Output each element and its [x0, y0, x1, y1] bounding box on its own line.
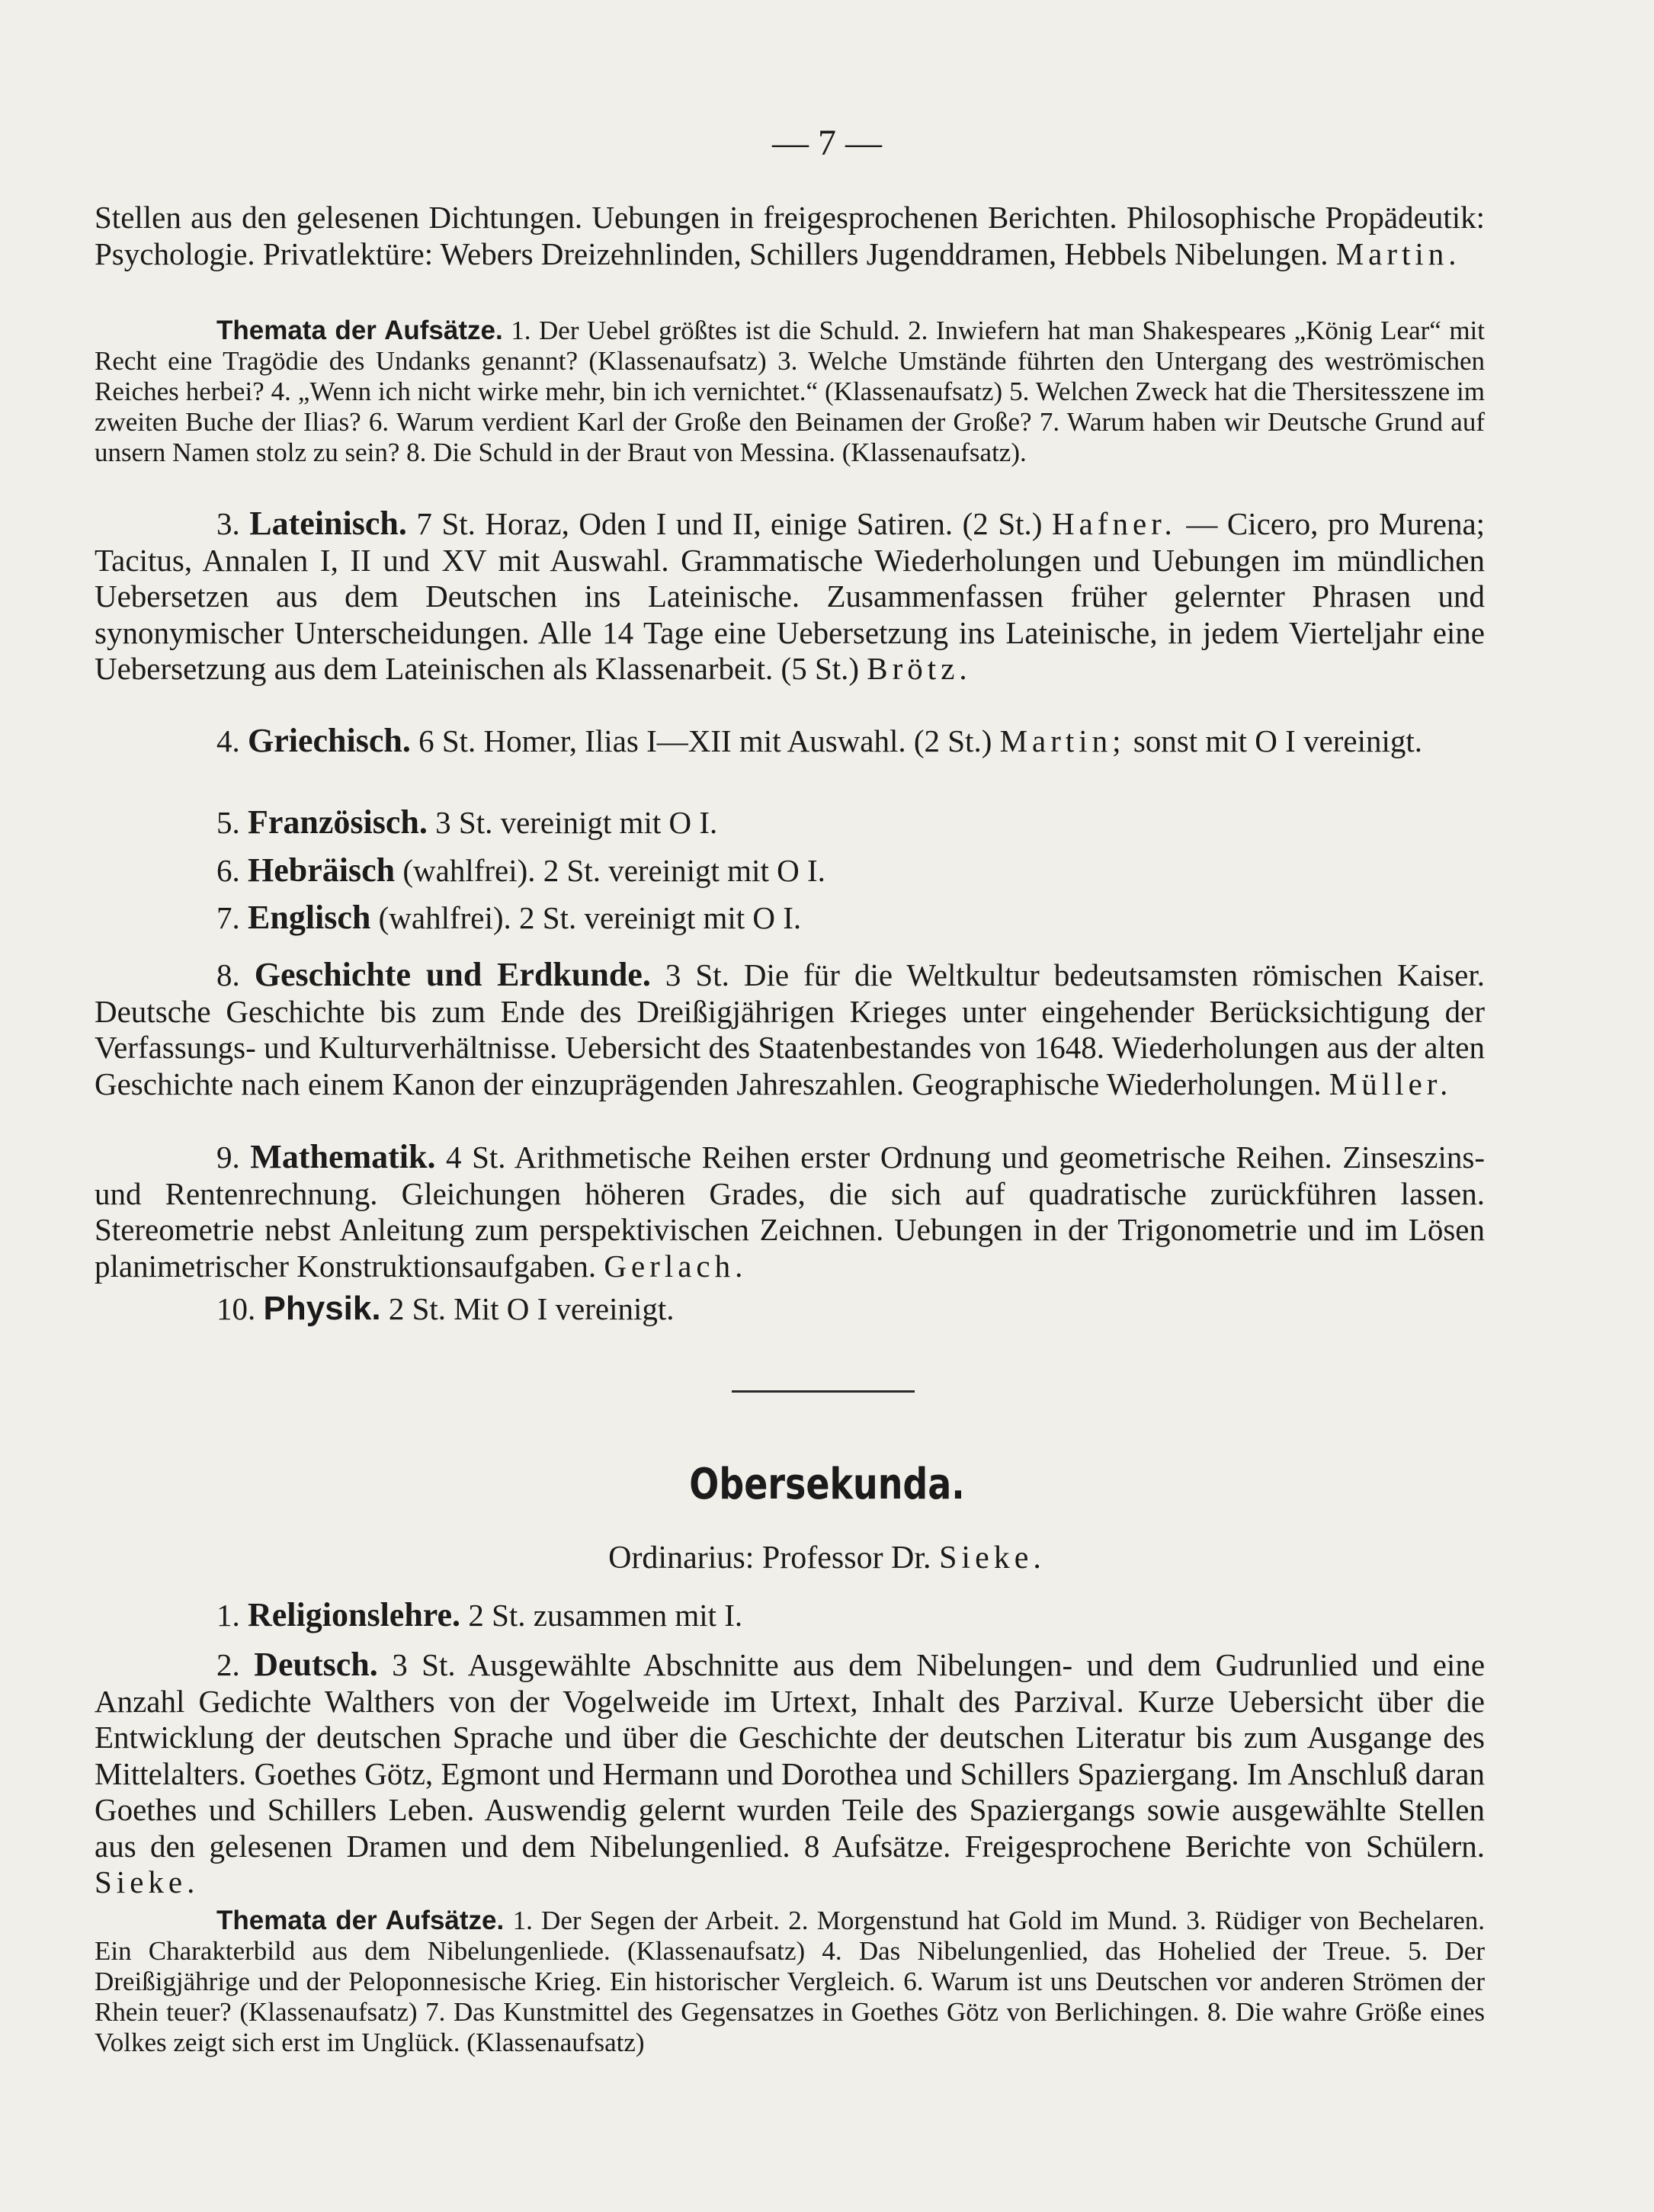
ordinarius-line — [0, 1540, 1654, 1576]
religion-num: 1. — [216, 1598, 240, 1633]
deutsch-title: Deutsch. — [254, 1646, 378, 1683]
section-deutsch — [95, 1646, 1485, 1901]
griechisch-text-1: 6 St. Homer, Ilias I—XII mit Auswahl. (2 St.) — [418, 723, 992, 758]
mathe-teacher: Gerlach. — [604, 1248, 748, 1284]
section-franzoesisch — [95, 804, 1485, 842]
religion-text: 2 St. zusammen mit I. — [468, 1598, 743, 1633]
themata-label-1: Themata der Aufsätze. — [216, 316, 503, 345]
section-hebraeisch — [95, 852, 1485, 890]
section-physik — [95, 1290, 1485, 1328]
physik-title: Physik. — [263, 1290, 381, 1327]
section-griechisch — [95, 723, 1485, 760]
section-lateinisch — [95, 505, 1485, 688]
deutsch-num: 2. — [216, 1647, 240, 1682]
latein-num: 3. — [216, 506, 240, 541]
section-religion — [95, 1597, 1485, 1634]
engl-title: Englisch — [248, 899, 371, 936]
intro-paragraph — [95, 200, 1485, 272]
themata-text-2: 1. Der Segen der Arbeit. 2. Morgenstund hat Gold im Mund. 3. Rüdiger von Bechelaren. Ein Charakterbild aus dem Nibelungenliede. (Klassenaufsatz) 4. Das Nibelungenlied, das Hohelied der Treue. 5. Der Dreißigjährige und der Peloponnesische Krieg. Ein historischer Vergleich. 6. Warum ist uns Deutschen vor anderen Strömen der Rhein teuer? (Klassenaufsatz) 7. Das Kunstmittel des Gegensatzes in Goethes Götz von Berlichingen. 8. Die wahre Größe eines Volkes zeigt sich erst im Unglück. (Klassenaufsatz) — [95, 1906, 1486, 2057]
hebr-text: (wahlfrei). 2 St. vereinigt mit O I. — [402, 853, 825, 888]
mathe-num: 9. — [216, 1140, 240, 1175]
ordinarius-name: Sieke. — [939, 1540, 1046, 1576]
griechisch-num: 4. — [216, 723, 240, 758]
themata-text-1: 1. Der Uebel größtes ist die Schuld. 2. Inwiefern hat man Shakespeares „König Lear“ mit Recht eine Tragödie des Undanks genannt? (Klassenaufsatz) 3. Welche Umstände führten den Untergang des weströmischen Reiches herbei? 4. „Wenn ich nicht wirke mehr, bin ich vernichtet.“ (Klassenaufsatz) 5. Welchen Zweck hat die Thersitesszene im zweiten Buche der Ilias? 6. Warum verdient Karl der Große den Beinamen der Große? 7. Warum haben wir Deutsche Grund auf unsern Namen stolz zu sein? 8. Die Schuld in der Braut von Messina. (Klassenaufsatz). — [95, 316, 1486, 467]
physik-num: 10. — [216, 1291, 256, 1326]
hebr-title: Hebräisch — [248, 851, 396, 889]
gesch-num: 8. — [216, 957, 240, 992]
ordinarius-label: Ordinarius: Professor Dr. — [608, 1540, 931, 1576]
engl-num: 7. — [216, 900, 240, 935]
latein-title: Lateinisch. — [249, 505, 407, 542]
gesch-title: Geschichte und Erdkunde. — [254, 956, 651, 993]
physik-text: 2 St. Mit O I vereinigt. — [388, 1291, 675, 1326]
themata-paragraph-2 — [95, 1906, 1485, 2058]
intro-text: Stellen aus den gelesenen Dichtungen. Uebungen in freigesprochenen Berichten. Philosophische Propädeutik: Psychologie. Privatlektüre: Webers Dreizehnlinden, Schillers Jugenddramen, Hebbels Nibelungen. — [95, 200, 1485, 271]
franz-num: 5. — [216, 805, 240, 840]
latein-text-2: — Cicero, pro Murena; Tacitus, Annalen I, II und XV mit Auswahl. Grammatische Wiederholungen und Uebungen im mündlichen Uebersetzen aus dem Deutschen ins Lateinische. Zusammenfassen früher gelernter Phrasen und synonymischer Unterscheidungen. Alle 14 Tage eine Uebersetzung ins Lateinische, in jedem Vierteljahr eine Uebersetzung aus dem Lateinischen als Klassenarbeit. (5 St.) — [95, 506, 1486, 686]
section-englisch — [95, 899, 1485, 937]
griechisch-title: Griechisch. — [248, 722, 411, 759]
page-number: — 7 — — [772, 123, 882, 163]
section-divider — [732, 1390, 915, 1393]
griechisch-text-2: sonst mit O I vereinigt. — [1133, 723, 1423, 758]
section-mathematik — [95, 1139, 1485, 1284]
engl-text: (wahlfrei). 2 St. vereinigt mit O I. — [378, 900, 802, 935]
themata-paragraph-1 — [95, 316, 1485, 468]
latein-teacher-2: Brötz. — [867, 651, 972, 686]
themata-label-2: Themata der Aufsätze. — [216, 1906, 505, 1935]
mathe-title: Mathematik. — [250, 1138, 436, 1175]
franz-title: Französisch. — [248, 803, 428, 841]
gesch-teacher: Müller. — [1329, 1066, 1453, 1101]
section-heading: Obersekunda. — [689, 1460, 965, 1509]
intro-teacher: Martin. — [1335, 236, 1461, 271]
section-geschichte — [95, 957, 1485, 1102]
religion-title: Religionslehre. — [248, 1596, 461, 1633]
deutsch-teacher: Sieke. — [95, 1864, 200, 1899]
deutsch-text: 3 St. Ausgewählte Abschnitte aus dem Nibelungen- und dem Gudrunlied und eine Anzahl Gedichte Walthers von der Vogelweide im Urtext, Inhalt des Parzival. Kurze Uebersicht über die Entwicklung der deutschen Sprache und über die Geschichte der deutschen Literatur bis zum Ausgange des Mittelalters. Goethes Götz, Egmont und Hermann und Dorothea und Schillers Spaziergang. Im Anschluß daran Goethes und Schillers Leben. Auswendig gelernt wurden Teile des Spaziergangs sowie ausgewählte Stellen aus den gelesenen Dramen und dem Nibelungenlied. 8 Aufsätze. Freigesprochene Berichte von Schülern. — [95, 1647, 1486, 1864]
hebr-num: 6. — [216, 853, 240, 888]
latein-text-1: 7 St. Horaz, Oden I und II, einige Satiren. (2 St.) — [416, 506, 1043, 541]
mathe-text: 4 St. Arithmetische Reihen erster Ordnung und geometrische Reihen. Zinseszins- und Rentenrechnung. Gleichungen höheren Grades, die sich auf quadratische zurückführen lassen. Stereometrie nebst Anleitung zum perspektivischen Zeichnen. Uebungen in der Trigonometrie und im Lösen planimetrischer Konstruktionsaufgaben. — [95, 1140, 1486, 1284]
franz-text: 3 St. vereinigt mit O I. — [435, 805, 718, 840]
gesch-text: 3 St. Die für die Weltkultur bedeutsamsten römischen Kaiser. Deutsche Geschichte bis zum Ende des Dreißigjährigen Krieges unter eingehender Berücksichtigung der Verfassungs- und Kulturverhältnisse. Uebersicht des Staatenbestandes von 1648. Wiederholungen aus der alten Geschichte nach einem Kanon der einzuprägenden Jahreszahlen. Geographische Wiederholungen. — [95, 957, 1486, 1101]
griechisch-teacher: Martin; — [999, 723, 1126, 758]
latein-teacher-1: Hafner. — [1052, 506, 1177, 541]
